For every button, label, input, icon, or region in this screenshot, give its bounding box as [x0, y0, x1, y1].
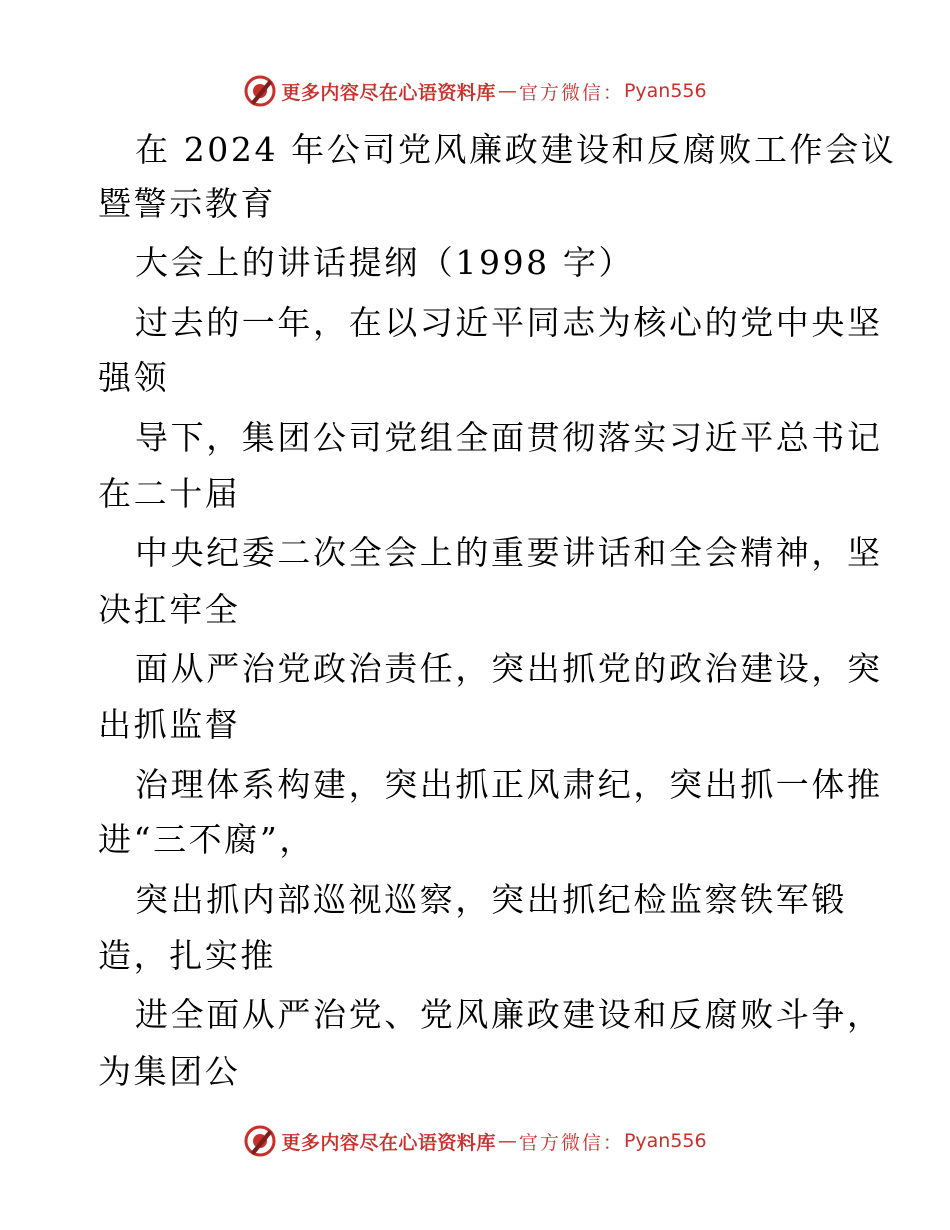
- pen-logo-icon: [243, 1124, 277, 1158]
- text-line: 治理体系构建，突出抓正风肃纪，突出抓一体推: [135, 765, 883, 804]
- watermark-official-label: 官方微信：: [518, 1131, 624, 1154]
- pen-logo-icon: [243, 74, 277, 108]
- watermark-wechat-id: Pyan556: [623, 1130, 707, 1152]
- header-watermark: [0, 71, 950, 111]
- text-line: 进全面从严治党、党风廉政建设和反腐败斗争，: [135, 995, 883, 1034]
- watermark-dash: —: [497, 1130, 517, 1152]
- text-line: 为集团公: [98, 1052, 241, 1091]
- text-line: 中央纪委二次全会上的重要讲话和全会精神，坚: [135, 533, 883, 572]
- footer-watermark: [0, 1121, 950, 1161]
- text-line: 面从严治党政治责任，突出抓党的政治建设，突: [135, 649, 883, 688]
- watermark-official-label: 官方微信：: [518, 81, 624, 104]
- watermark-brand: 更多内容尽在心语资料库: [281, 1131, 496, 1154]
- text-line: 进“三不腐”，: [98, 820, 315, 859]
- text-line: 强领: [98, 358, 170, 397]
- text-line: 在 2024 年公司党风廉政建设和反腐败工作会议: [135, 130, 897, 169]
- text-line: 导下，集团公司党组全面贯彻落实习近平总书记: [135, 418, 883, 457]
- text-line: 造，扎实推: [98, 936, 276, 975]
- text-line: 大会上的讲话提纲（1998 字）: [135, 243, 635, 282]
- text-line: 决扛牢全: [98, 590, 241, 629]
- text-line: 出抓监督: [98, 705, 241, 744]
- text-line: 暨警示教育: [98, 184, 276, 223]
- text-line: 在二十届: [98, 474, 241, 513]
- text-line: 突出抓内部巡视巡察，突出抓纪检监察铁军锻: [135, 880, 847, 919]
- watermark-wechat-id: Pyan556: [623, 80, 707, 102]
- watermark-dash: —: [497, 80, 517, 102]
- text-line: 过去的一年，在以习近平同志为核心的党中央坚: [135, 303, 883, 342]
- watermark-brand: 更多内容尽在心语资料库: [281, 81, 496, 104]
